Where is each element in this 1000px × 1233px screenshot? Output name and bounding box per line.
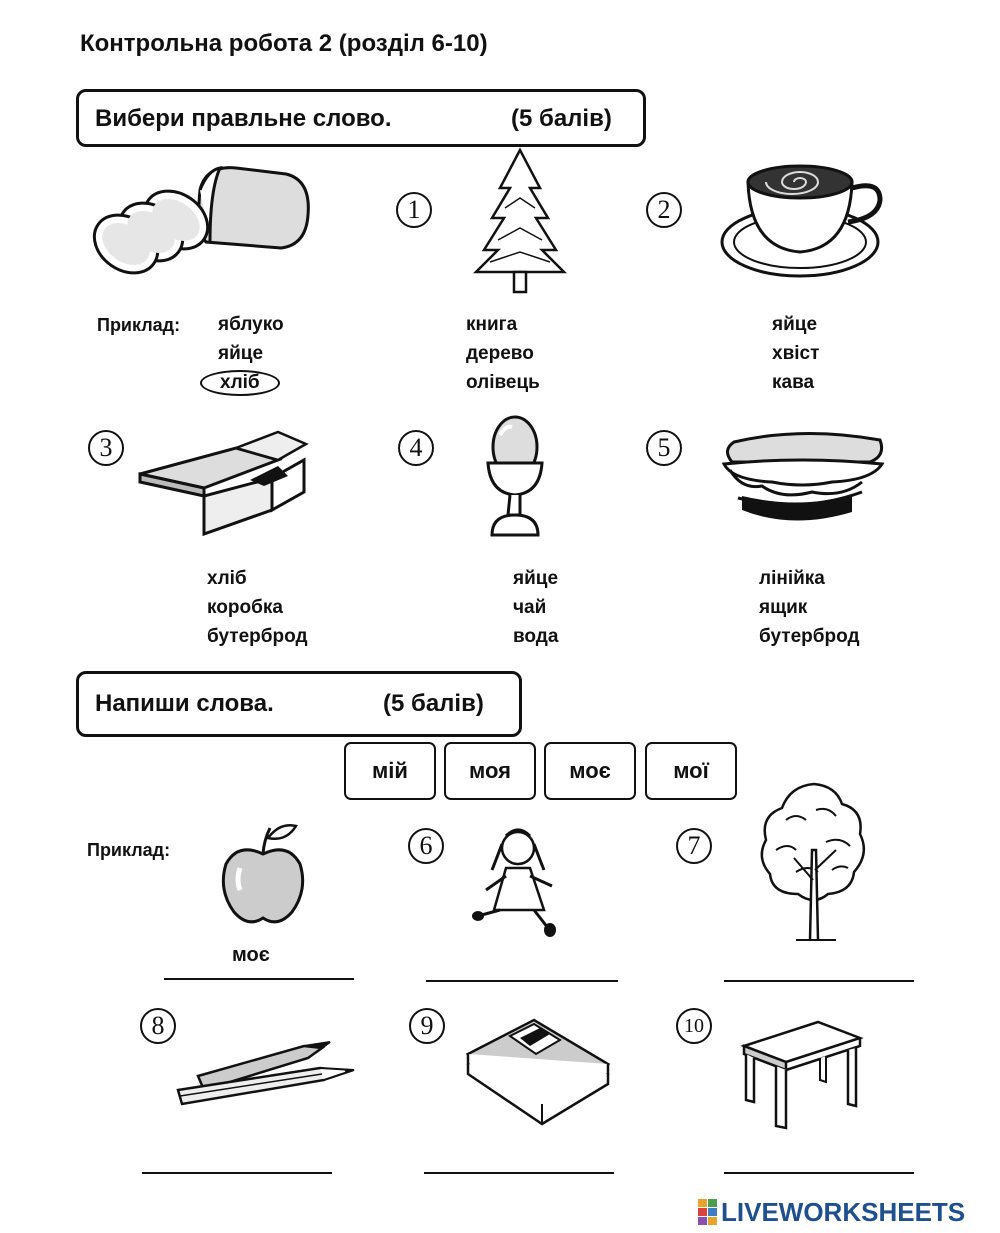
choice-word[interactable]: дерево bbox=[466, 343, 534, 364]
item-number-6: 6 bbox=[408, 828, 444, 864]
word-bank-item: моє bbox=[544, 742, 636, 800]
word-bank-item: мої bbox=[645, 742, 737, 800]
choice-word[interactable]: хвіст bbox=[772, 343, 820, 364]
choice-word[interactable]: ящик bbox=[759, 597, 808, 618]
choice-word[interactable]: кава bbox=[772, 372, 815, 393]
logo-mark-icon bbox=[698, 1199, 718, 1225]
word-bank-item: моя bbox=[444, 742, 536, 800]
answer-line-8[interactable] bbox=[142, 1172, 332, 1174]
answer-line-7[interactable] bbox=[724, 980, 914, 982]
choice-word[interactable]: чай bbox=[513, 597, 547, 618]
section1-instruction: Вибери правльне слово. bbox=[95, 105, 392, 132]
item-4-words bbox=[513, 564, 558, 651]
item-number-2: 2 bbox=[646, 192, 682, 228]
item-number-5: 5 bbox=[646, 430, 682, 466]
choice-word[interactable]: бутерброд bbox=[207, 626, 308, 647]
page-title: Контрольна робота 2 (розділ 6-10) bbox=[80, 30, 488, 57]
answer-line-10[interactable] bbox=[724, 1172, 914, 1174]
choice-word[interactable]: яйце bbox=[513, 568, 559, 589]
books-image bbox=[464, 1014, 614, 1124]
example-word: яблуко bbox=[218, 314, 284, 335]
coffee-cup-image bbox=[720, 160, 890, 280]
item-number-9: 9 bbox=[409, 1008, 445, 1044]
choice-word[interactable]: олівець bbox=[466, 372, 540, 393]
section2-header bbox=[76, 671, 522, 737]
choice-word[interactable]: хліб bbox=[207, 568, 247, 589]
logo-text: LIVEWORKSHEETS bbox=[721, 1197, 966, 1227]
item-number-7: 7 bbox=[676, 828, 712, 864]
pencils-image bbox=[174, 1040, 356, 1112]
item-number-8: 8 bbox=[140, 1008, 176, 1044]
example-word-circled: хліб bbox=[200, 370, 280, 396]
choice-word[interactable]: книга bbox=[466, 314, 518, 335]
item-number-1: 1 bbox=[396, 192, 432, 228]
example-word: яйце bbox=[218, 343, 264, 364]
item-1-words bbox=[466, 310, 540, 397]
item-number-3: 3 bbox=[88, 430, 124, 466]
answer-line-6[interactable] bbox=[426, 980, 618, 982]
item-number-10: 10 bbox=[676, 1008, 712, 1044]
section1-points: (5 балів) bbox=[511, 105, 612, 132]
tree-image bbox=[756, 780, 872, 942]
sandwich-image bbox=[712, 430, 887, 530]
choice-word[interactable]: лінійка bbox=[759, 568, 825, 589]
answer-line-example bbox=[164, 978, 354, 980]
word-bank-item: мій bbox=[344, 742, 436, 800]
choice-word[interactable]: яйце bbox=[772, 314, 818, 335]
item-3-words bbox=[207, 564, 308, 651]
item-2-words bbox=[772, 310, 819, 397]
table-image bbox=[740, 1018, 864, 1130]
item-5-words bbox=[759, 564, 860, 651]
example-label-2: Приклад: bbox=[87, 840, 171, 860]
section1-header bbox=[76, 89, 646, 147]
choice-word[interactable]: вода bbox=[513, 626, 559, 647]
apple-image bbox=[218, 820, 308, 930]
bread-image bbox=[96, 160, 316, 280]
doll-image bbox=[472, 820, 564, 940]
section2-points: (5 балів) bbox=[383, 690, 484, 717]
choice-word[interactable]: бутерброд bbox=[759, 626, 860, 647]
open-box-image bbox=[138, 430, 308, 540]
item-number-4: 4 bbox=[398, 430, 434, 466]
example-word-list bbox=[218, 310, 284, 397]
liveworksheets-logo bbox=[698, 1197, 965, 1228]
boiled-egg-image bbox=[480, 415, 550, 545]
answer-line-9[interactable] bbox=[424, 1172, 614, 1174]
section2-instruction: Напиши слова. bbox=[95, 690, 274, 717]
example-answer: моє bbox=[232, 944, 270, 966]
fir-tree-image bbox=[470, 148, 570, 294]
example-label-1: Приклад: bbox=[97, 315, 181, 335]
choice-word[interactable]: коробка bbox=[207, 597, 283, 618]
